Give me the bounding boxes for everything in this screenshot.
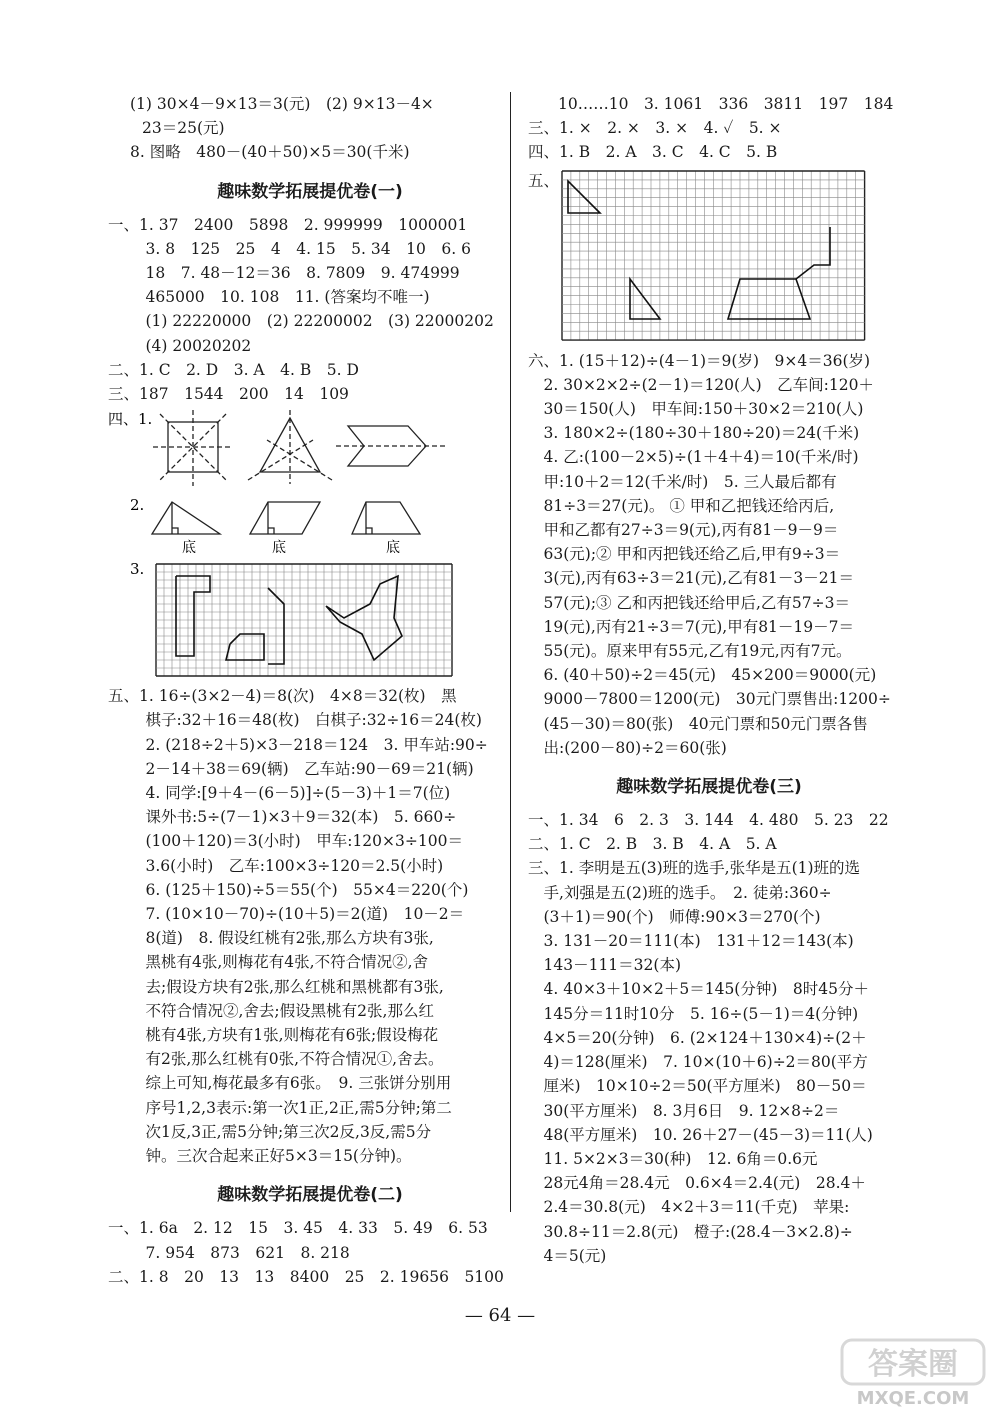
text-line: (100＋120)＝3(小时) 甲车:120×3÷100＝ <box>130 832 463 851</box>
text-line: 2. (218÷2＋5)×3－218＝124 3. 甲车站:90÷ <box>130 735 488 754</box>
arrow-symmetry-figure <box>336 426 448 466</box>
text-line: 三、1. 李明是五(3)班的选手,张华是五(1)班的选 <box>528 859 861 878</box>
text-line: 10……10 3. 1061 336 3811 197 184 <box>558 95 894 113</box>
text-line: 6. (40＋50)÷2＝45(元) 45×200＝9000(元) <box>528 666 877 685</box>
text-line: 143－111＝32(本) <box>528 956 681 975</box>
text-line: 8(道) 8. 假设红桃有2张,那么方块有3张, <box>130 929 434 948</box>
grid2-shapes <box>568 181 830 319</box>
watermark-logo <box>838 1336 988 1408</box>
text-line: 六、1. (15＋12)÷(4－1)＝9(岁) 9×4＝36(岁) <box>528 351 871 370</box>
text-line: 465000 10. 108 11. (答案均不唯一) <box>130 288 430 307</box>
text-line: 7. 954 873 621 8. 218 <box>130 1243 350 1262</box>
text-line: 30.8÷11＝2.8(元) 橙子:(28.4－3×2.8)÷ <box>528 1222 853 1241</box>
text-line: 9000－7800＝1200(元) 30元门票售出:1200÷ <box>528 690 891 709</box>
parallelogram-height-figure <box>250 502 320 534</box>
text-line: 63(元);② 甲和丙把钱还给乙后,甲有9÷3＝ <box>528 545 841 564</box>
square-symmetry-figure <box>153 410 233 486</box>
right-mid-lines <box>528 349 890 760</box>
text-line: 钟。三次合起来正好5×3＝15(分钟)。 <box>130 1147 412 1166</box>
text-line: 不符合情况②,舍去;假设黑桃有2张,那么红 <box>130 1001 434 1020</box>
section-title-1: 趣味数学拓展提优卷(一) <box>217 181 403 202</box>
watermark-text-top: 答案圈 <box>868 1347 958 1382</box>
text-line: 四、1. B 2. A 3. C 4. C 5. B <box>528 143 778 162</box>
trapezoid-height-figure <box>352 502 420 534</box>
text-line: 一、1. 37 2400 5898 2. 999999 1000001 <box>108 215 468 234</box>
text-line: 棋子:32＋16＝48(枚) 白棋子:32÷16＝24(枚) <box>130 711 482 730</box>
text-line: 6. (125＋150)÷5＝55(个) 55×4＝220(个) <box>130 880 469 899</box>
text-line: 二、1. C 2. D 3. A 4. B 5. D <box>108 360 359 379</box>
text-line: 课外书:5÷(7－1)×3＋9＝32(本) 5. 660÷ <box>130 808 457 827</box>
text-line: 11. 5×2×3＝30(种) 12. 6角＝0.6元 <box>528 1149 818 1168</box>
text-line: (3＋1)＝90(个) 师傅:90×3＝270(个) <box>528 907 821 926</box>
text-line: 145分＝11时10分 5. 16÷(5－1)＝4(分钟) <box>528 1004 859 1023</box>
text-line: 30＝150(人) 甲车间:150＋30×2＝210(人) <box>528 400 864 419</box>
text-line: 甲和乙都有27÷3＝9(元),丙有81－9－9＝ <box>528 521 839 540</box>
q4-label: 四、1. <box>108 410 153 429</box>
section3-lines <box>528 808 890 1268</box>
left-column <box>108 92 504 1289</box>
text-line: 4)＝128(厘米) 7. 10×(10＋6)÷2＝80(平方 <box>528 1053 868 1072</box>
text-line: (45－30)＝80(张) 40元门票和50元门票各售 <box>528 714 868 733</box>
section1-lines-a <box>108 213 494 407</box>
text-line: 2－14＋38＝69(辆) 乙车站:90－69＝21(辆) <box>130 759 474 778</box>
text-line: 甲:10＋2＝12(千米/时) 5. 三人最后都有 <box>528 472 837 491</box>
q4-3-label: 3. <box>130 560 145 579</box>
column-divider <box>510 92 511 1212</box>
text-line: 48(平方厘米) 10. 26＋27－(45－3)＝11(人) <box>528 1125 873 1144</box>
height-figures <box>130 494 490 556</box>
text-line: 黑桃有4张,则梅花有4张,不符合情况②,舍 <box>130 953 429 972</box>
text-line: (4) 20020202 <box>130 336 252 355</box>
text-line: 一、1. 34 6 2. 3 3. 144 4. 480 5. 23 22 <box>528 811 889 830</box>
text-line: 4. 同学:[9＋4－(6－5)]÷(5－3)＋1＝7(位) <box>130 784 451 803</box>
text-line: 3. 180×2÷(180÷30＋180÷20)＝24(千米) <box>528 424 860 443</box>
text-line: 8. 图略 480－(40＋50)×5＝30(千米) <box>130 143 410 162</box>
watermark-text-bottom: MXQE.COM <box>856 1388 970 1408</box>
text-line: 一、1. 6a 2. 12 15 3. 45 4. 33 5. 49 6. 53 <box>108 1219 488 1238</box>
right-column <box>528 92 894 1268</box>
text-line: (1) 30×4－9×13＝3(元) (2) 9×13－4× <box>130 95 434 113</box>
triangle-symmetry-figure <box>248 410 332 484</box>
text-line: 55(元)。原来甲有55元,乙有19元,丙有7元。 <box>528 642 852 661</box>
section-title-2: 趣味数学拓展提优卷(二) <box>217 1185 403 1206</box>
text-line: 3. 131－20＝111(本) 131＋12＝143(本) <box>528 932 854 951</box>
base-label: 底 <box>272 540 286 557</box>
text-line: 桃有4张,方块有1张,则梅花有6张;假设梅花 <box>130 1026 439 1045</box>
text-line: 18 7. 48－12＝36 8. 7809 9. 474999 <box>130 264 460 283</box>
text-line: 19(元),丙有21÷3＝7(元),甲有81－19－7＝ <box>528 617 855 636</box>
text-line: 23＝25(元) <box>142 119 225 138</box>
grid-figure-1 <box>130 560 490 680</box>
section2-lines <box>108 1216 504 1289</box>
text-line: 81÷3＝27(元)。 ① 甲和乙把钱还给丙后, <box>528 496 835 515</box>
text-line: (1) 22220000 (2) 22200002 (3) 22000202 <box>130 312 494 331</box>
q4-2-label: 2. <box>130 496 145 515</box>
page-number: — 64 — <box>464 1305 536 1326</box>
symmetry-figures <box>108 410 490 490</box>
grid-figure-2 <box>528 169 890 345</box>
text-line: 57(元);③ 乙和丙把钱还给甲后,乙有57÷3＝ <box>528 593 850 612</box>
text-line: 有2张,那么红桃有0张,不符合情况①,舍去。 <box>130 1050 444 1069</box>
base-label: 底 <box>386 540 400 557</box>
text-line: 二、1. 8 20 13 13 8400 25 2. 19656 5100 <box>108 1267 504 1286</box>
section-title-3: 趣味数学拓展提优卷(三) <box>616 777 802 798</box>
text-line: 2.4＝30.8(元) 4×2＋3＝11(千克) 苹果: <box>528 1198 850 1217</box>
q5-label: 五、 <box>528 171 560 190</box>
text-line: 28元4角＝28.4元 0.6×4＝2.4(元) 28.4＋ <box>528 1174 866 1193</box>
text-line: 4×5＝20(分钟) 6. (2×124＋130×4)÷(2＋ <box>528 1028 867 1047</box>
text-line: 30(平方厘米) 8. 3月6日 9. 12×8÷2＝ <box>528 1101 840 1120</box>
text-line: 序号1,2,3表示:第一次1正,2正,需5分钟;第二 <box>130 1098 452 1117</box>
text-line: 三、187 1544 200 14 109 <box>108 385 349 404</box>
text-line: 综上可知,梅花最多有6张。 9. 三张饼分别用 <box>130 1074 452 1093</box>
triangle-height-figure <box>152 502 220 534</box>
text-line: 手,刘强是五(2)班的选手。 2. 徒弟:360÷ <box>528 883 832 902</box>
text-line: 3(元),丙有63÷3＝21(元),乙有81－3－21＝ <box>528 569 855 588</box>
text-line: 3. 8 125 25 4 4. 15 5. 34 10 6. 6 <box>130 239 471 258</box>
left-top-block <box>130 92 490 165</box>
text-line: 二、1. C 2. B 3. B 4. A 5. A <box>528 835 777 854</box>
text-line: 4. 乙:(100－2×5)÷(1＋4＋4)＝10(千米/时) <box>528 448 859 467</box>
text-line: 五、1. 16÷(3×2－4)＝8(次) 4×8＝32(枚) 黑 <box>108 687 457 706</box>
text-line: 2. 30×2×2÷(2－1)＝120(人) 乙车间:120＋ <box>528 375 874 394</box>
text-line: 4. 40×3＋10×2＋5＝145(分钟) 8时45分＋ <box>528 980 869 999</box>
right-top-block <box>528 92 894 165</box>
base-label: 底 <box>182 540 196 557</box>
text-line: 3.6(小时) 乙车:100×3÷120＝2.5(小时) <box>130 856 444 875</box>
text-line: 去;假设方块有2张,那么红桃和黑桃都有3张, <box>130 977 444 996</box>
text-line: 三、1. × 2. × 3. × 4. ✓ 5. × <box>528 119 782 138</box>
text-line: 出:(200－80)÷2＝60(张) <box>528 738 727 757</box>
section1-lines-b <box>108 684 490 1168</box>
text-line: 次1反,3正,需5分钟;第三次2反,3反,需5分 <box>130 1122 432 1141</box>
text-line: 4＝5(元) <box>528 1246 607 1265</box>
text-line: 7. (10×10－70)÷(10＋5)＝2(道) 10－2＝ <box>130 905 465 924</box>
text-line: 厘米) 10×10÷2＝50(平方厘米) 80－50＝ <box>528 1077 867 1096</box>
